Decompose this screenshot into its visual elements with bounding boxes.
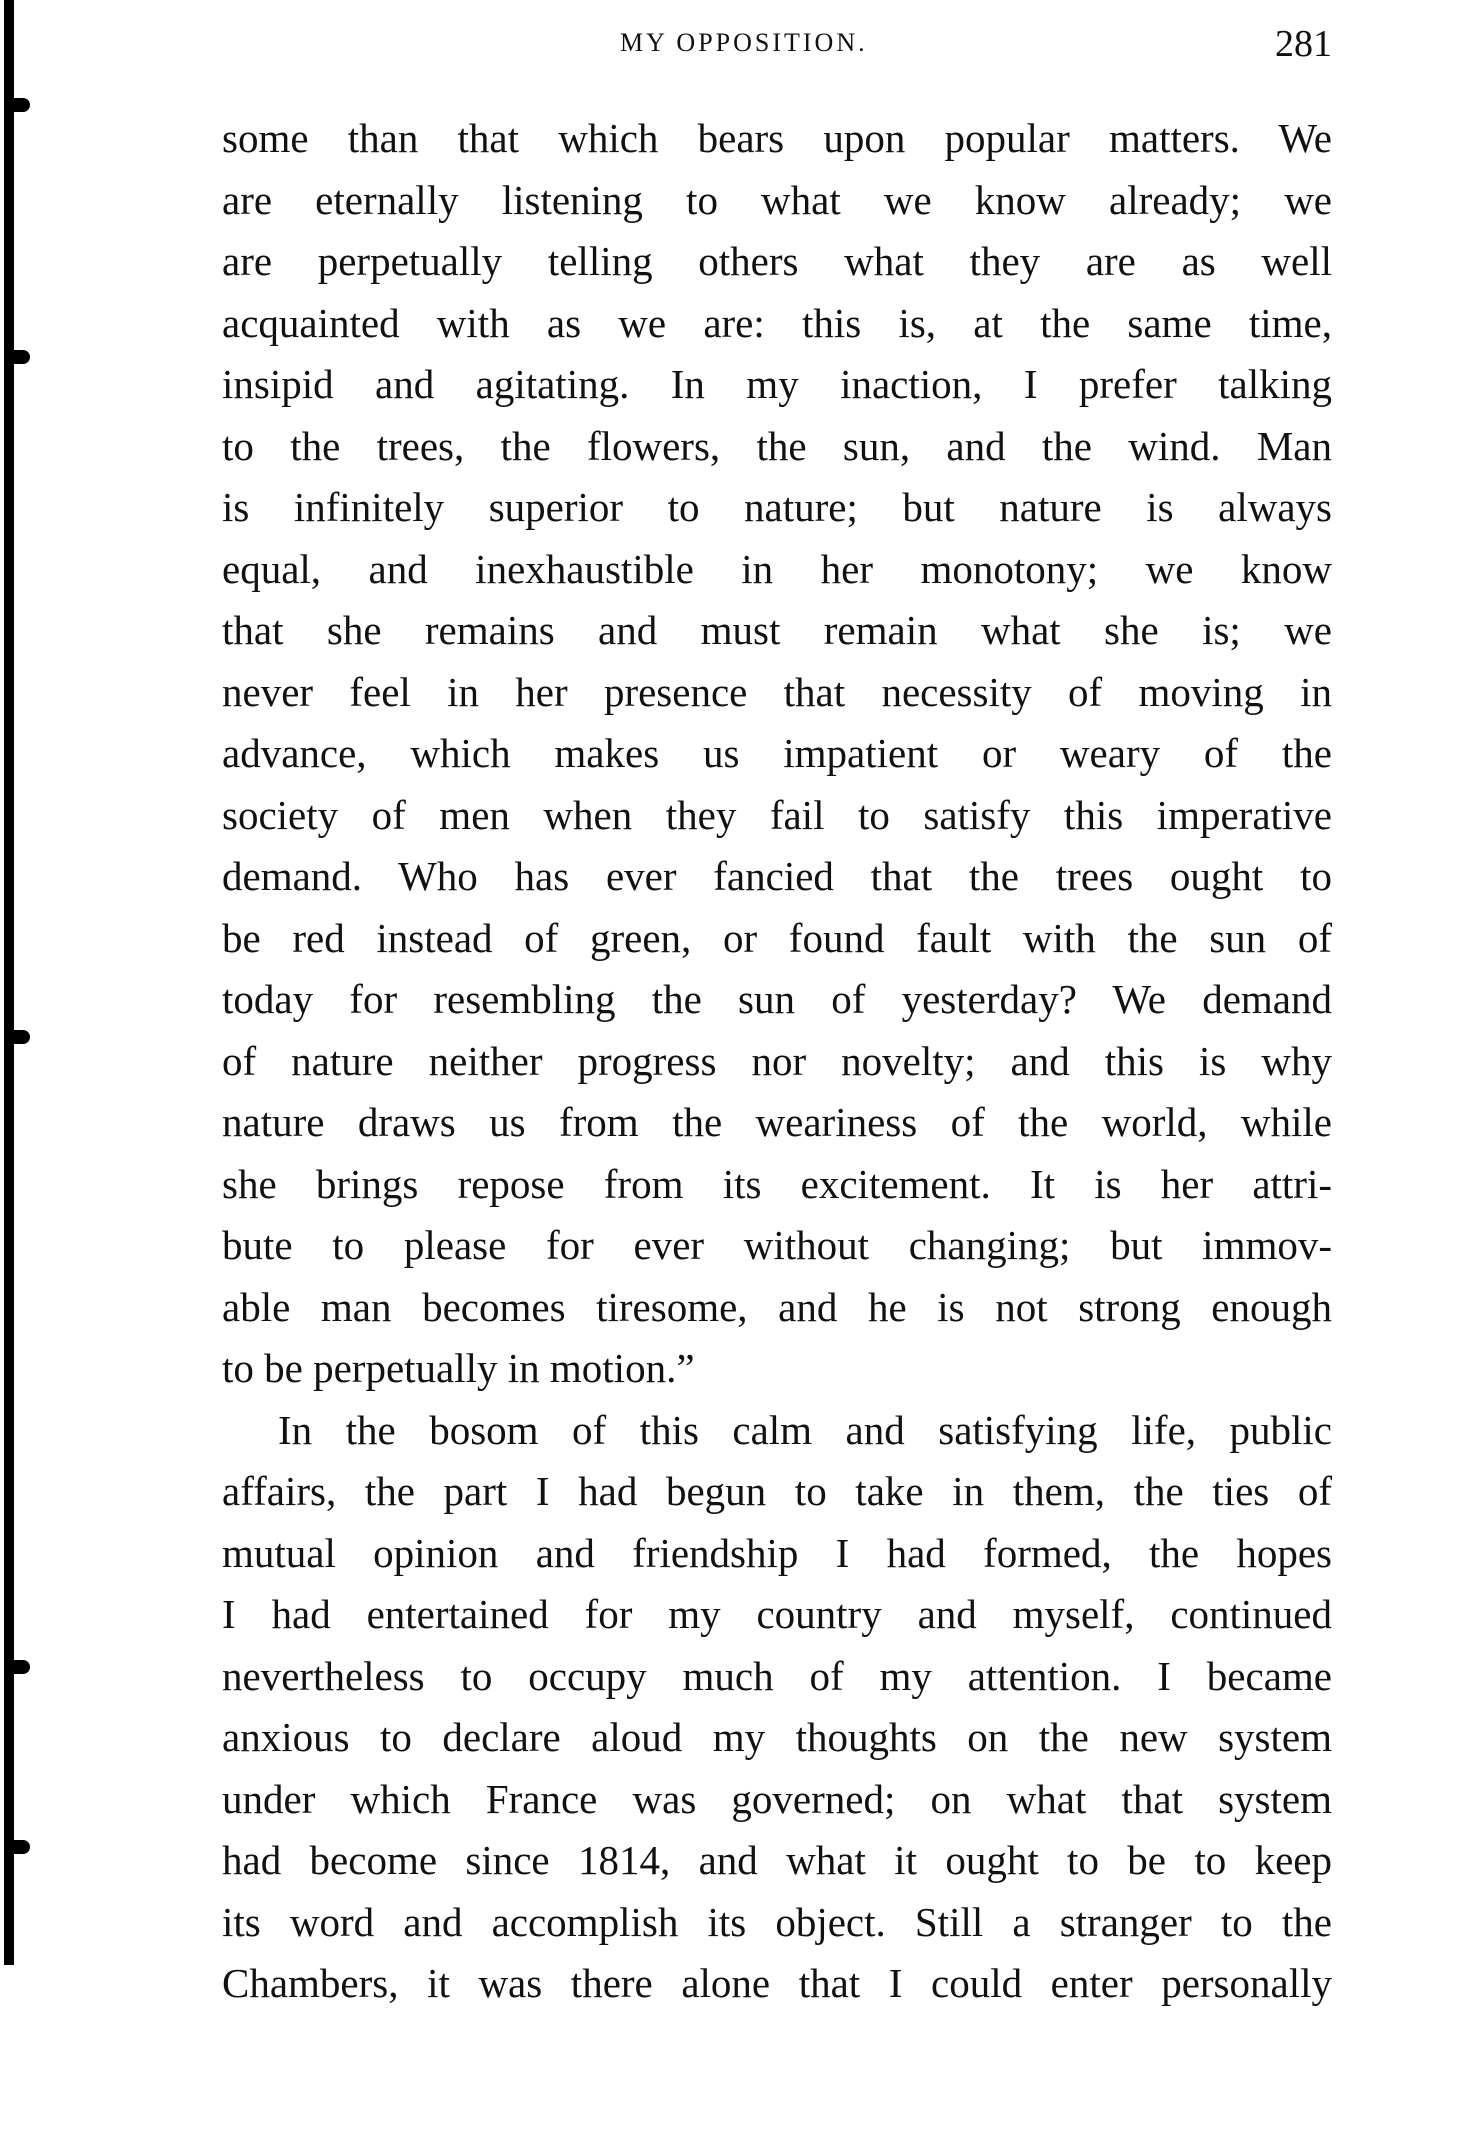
text-line: are perpetually telling others what they are as well bbox=[222, 238, 1332, 284]
body-text bbox=[222, 108, 1332, 2015]
text-line: Chambers, it was there alone that I could enter personally bbox=[222, 1960, 1332, 2006]
text-line: nature draws us from the weariness of the world, while bbox=[222, 1099, 1332, 1145]
page-number: 281 bbox=[1275, 23, 1332, 65]
text-line: I had entertained for my country and myself, continued bbox=[222, 1591, 1332, 1637]
text-line: are eternally listening to what we know already; we bbox=[222, 176, 1332, 223]
paragraph-continued bbox=[222, 108, 1332, 1400]
text-line: under which France was governed; on what that system bbox=[222, 1775, 1332, 1822]
text-line: mutual opinion and friendship I had formed, the hopes bbox=[222, 1529, 1332, 1576]
text-line: its word and accomplish its object. Still a stranger to the bbox=[222, 1898, 1332, 1945]
text-line: she brings repose from its excitement. It is her attri- bbox=[222, 1160, 1332, 1207]
text-line: never feel in her presence that necessity of moving in bbox=[222, 668, 1332, 715]
text-line: be red instead of green, or found fault with the sun of bbox=[222, 914, 1332, 961]
binding-tab-mark bbox=[4, 1840, 30, 1854]
text-line: to the trees, the flowers, the sun, and the wind. Man bbox=[222, 422, 1332, 469]
text-line: had become since 1814, and what it ought to be to keep bbox=[222, 1837, 1332, 1883]
text-line: bute to please for ever without changing; but immov- bbox=[222, 1222, 1332, 1268]
text-line: affairs, the part I had begun to take in them, the ties of bbox=[222, 1468, 1332, 1514]
running-head-title: MY OPPOSITION. bbox=[620, 28, 868, 57]
text-line: equal, and inexhaustible in her monotony; we know bbox=[222, 545, 1332, 592]
text-line: acquainted with as we are: this is, at the same time, bbox=[222, 299, 1332, 346]
text-line: anxious to declare aloud my thoughts on the new system bbox=[222, 1714, 1332, 1760]
text-line: some than that which bears upon popular matters. We bbox=[222, 115, 1332, 161]
text-line: to be perpetually in motion.” bbox=[222, 1345, 695, 1391]
text-line: able man becomes tiresome, and he is not strong enough bbox=[222, 1283, 1332, 1330]
text-line: nevertheless to occupy much of my attention. I became bbox=[222, 1652, 1332, 1699]
binding-tab-mark bbox=[4, 1660, 30, 1674]
text-line: that she remains and must remain what she is; we bbox=[222, 607, 1332, 653]
binding-tab-mark bbox=[4, 1030, 30, 1044]
text-line: society of men when they fail to satisfy this imperative bbox=[222, 791, 1332, 838]
text-line: demand. Who has ever fancied that the trees ought to bbox=[222, 853, 1332, 899]
text-line: is infinitely superior to nature; but nature is always bbox=[222, 484, 1332, 530]
text-line: In the bosom of this calm and satisfying life, public bbox=[278, 1406, 1332, 1453]
binding-tab-mark bbox=[4, 98, 30, 112]
binding-tab-mark bbox=[4, 350, 30, 364]
running-head bbox=[222, 22, 1332, 66]
text-line: advance, which makes us impatient or weary of the bbox=[222, 730, 1332, 776]
text-line: of nature neither progress nor novelty; and this is why bbox=[222, 1037, 1332, 1084]
text-line: today for resembling the sun of yesterday? We demand bbox=[222, 976, 1332, 1022]
text-line: insipid and agitating. In my inaction, I prefer talking bbox=[222, 361, 1332, 407]
paragraph bbox=[222, 1400, 1332, 2015]
